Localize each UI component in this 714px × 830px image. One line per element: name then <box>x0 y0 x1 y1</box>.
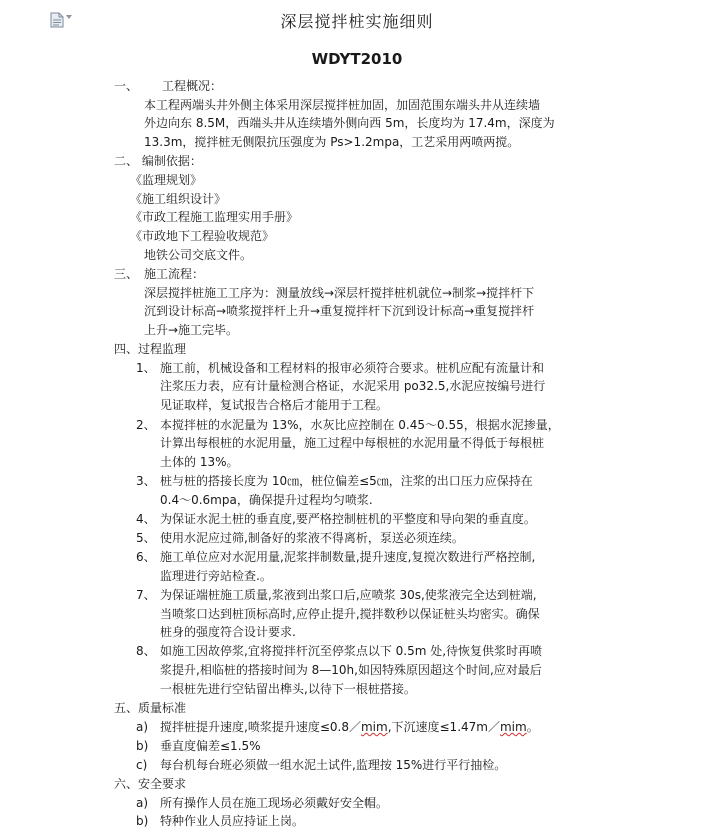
section-heading: 五、质量标准 <box>114 701 187 715</box>
reference-item: 《市政工程施工监理实用手册》 <box>130 210 299 224</box>
text-run: 搅拌桩提升速度,喷浆提升速度≤0.8／ <box>160 720 361 734</box>
paragraph-line: 本工程两端头井外侧主体采用深层搅拌桩加固，加固范围东端头井从连续墙 <box>144 98 541 112</box>
reference-item: 地铁公司交底文件。 <box>144 248 253 262</box>
list-item-line: 0.4～0.6mpa，确保提升过程均匀喷浆. <box>160 493 373 507</box>
list-item-line: 施工单位应对水泥用量,泥浆拌制数量,提升速度,复搅次数进行严格控制, <box>160 550 536 564</box>
list-item-line: 浆提升,相临桩的搭接时间为 8—10h,如因特殊原因超这个时间,应对最后 <box>160 663 542 677</box>
paragraph-line: 沉到设计标高→喷浆搅拌杆上升→重复搅拌杆下沉到设计标高→重复搅拌杆 <box>144 304 535 318</box>
list-item-line: 使用水泥应过筛,制备好的浆液不得离析，泵送必须连续。 <box>160 531 464 545</box>
list-item-line: 所有操作人员在施工现场必须戴好安全帽。 <box>160 796 389 810</box>
list-number: 7、 <box>136 588 156 602</box>
list-number: 5、 <box>136 531 156 545</box>
text-run: 。 <box>526 720 539 734</box>
spelling-flag: mim <box>360 720 388 734</box>
list-item-line: 监理进行旁站检查.。 <box>160 569 272 583</box>
list-item-line: 如施工因故停浆,宜将搅拌杆沉至停浆点以下 0.5m 处,待恢复供浆时再喷 <box>160 644 543 658</box>
document-title: 深层搅拌桩实施细则 <box>280 12 434 31</box>
text-run: ,下沉速度≤1.47m／ <box>387 720 500 734</box>
list-item-line: 计算出每根桩的水泥用量，施工过程中每根桩的水泥用量不得低于每根桩 <box>160 436 545 450</box>
reference-item: 《市政地下工程验收规范》 <box>130 229 275 243</box>
section-heading: 施工流程： <box>144 267 205 281</box>
list-item-line <box>160 719 539 735</box>
list-label: c) <box>136 758 148 772</box>
list-item-line: 桩身的强度符合设计要求. <box>160 625 296 639</box>
spelling-flag: mim <box>499 720 527 734</box>
list-number: 1、 <box>136 361 156 375</box>
list-item-line: 注浆压力表，应有计量检测合格证，水泥采用 po32.5,水泥应按编号进行 <box>160 379 546 393</box>
list-item-line: 每台机每台班必须做一组水泥土试件,监理按 15%进行平行抽检。 <box>160 758 507 772</box>
section-number: 一、 <box>114 79 139 93</box>
list-number: 4、 <box>136 512 156 526</box>
list-label: b) <box>136 814 149 828</box>
section-heading: 四、过程监理 <box>114 342 187 356</box>
list-number: 2、 <box>136 418 156 432</box>
list-number: 6、 <box>136 550 156 564</box>
section-heading: 六、安全要求 <box>114 777 187 791</box>
list-item-line: 特种作业人员应持证上岗。 <box>160 814 305 828</box>
list-item-line: 一根桩先进行空钻留出榫头,以待下一根桩搭接。 <box>160 682 416 696</box>
list-item-line: 施工前，机械设备和工程材料的报审必须符合要求。桩机应配有流量计和 <box>160 361 545 375</box>
paragraph-line: 深层搅拌桩施工工序为：测量放线→深层杆搅拌桩机就位→制浆→搅拌杆下 <box>144 286 535 300</box>
document-code: WDYT2010 <box>311 50 403 68</box>
list-item-line: 土体的 13%。 <box>160 455 239 469</box>
list-number: 8、 <box>136 644 156 658</box>
list-item-line: 垂直度偏差≤1.5% <box>160 739 261 753</box>
paragraph-line: 13.3m，搅拌桩无侧限抗压强度为 Ps>1.2mpa，工艺采用两喷两搅。 <box>144 135 520 149</box>
list-item-line: 本搅拌桩的水泥量为 13%，水灰比应控制在 0.45～0.55，根据水泥掺量， <box>160 418 560 432</box>
list-label: a) <box>136 720 149 734</box>
list-item-line: 见证取样，复试报告合格后才能用于工程。 <box>160 398 389 412</box>
reference-item: 《施工组织设计》 <box>130 192 227 206</box>
list-label: a) <box>136 796 149 810</box>
paragraph-line: 上升→施工完毕。 <box>144 323 239 337</box>
list-number: 3、 <box>136 474 156 488</box>
list-item-line: 为保证水泥土桩的垂直度,要严格控制桩机的平整度和导向架的垂直度。 <box>160 512 536 526</box>
paragraph-line: 外边向东 8.5M，西端头井从连续墙外侧向西 5m，长度均为 17.4m，深度为 <box>144 116 555 130</box>
section-heading: 工程概况： <box>162 79 223 93</box>
list-label: b) <box>136 739 149 753</box>
section-number: 三、 <box>114 267 139 281</box>
section-heading: 二、 编制依据： <box>114 154 202 168</box>
list-item-line: 为保证端桩施工质量,浆液到出浆口后,应喷浆 30s,使浆液完全达到桩端, <box>160 588 537 602</box>
reference-item: 《监理规划》 <box>130 173 203 187</box>
list-item-line: 桩与桩的搭接长度为 10㎝，桩位偏差≤5㎝，注浆的出口压力应保持在 <box>160 474 533 488</box>
list-item-line: 当喷浆口达到桩顶标高时,应停止提升,搅拌数秒以保证桩头均密实。确保 <box>160 607 540 621</box>
